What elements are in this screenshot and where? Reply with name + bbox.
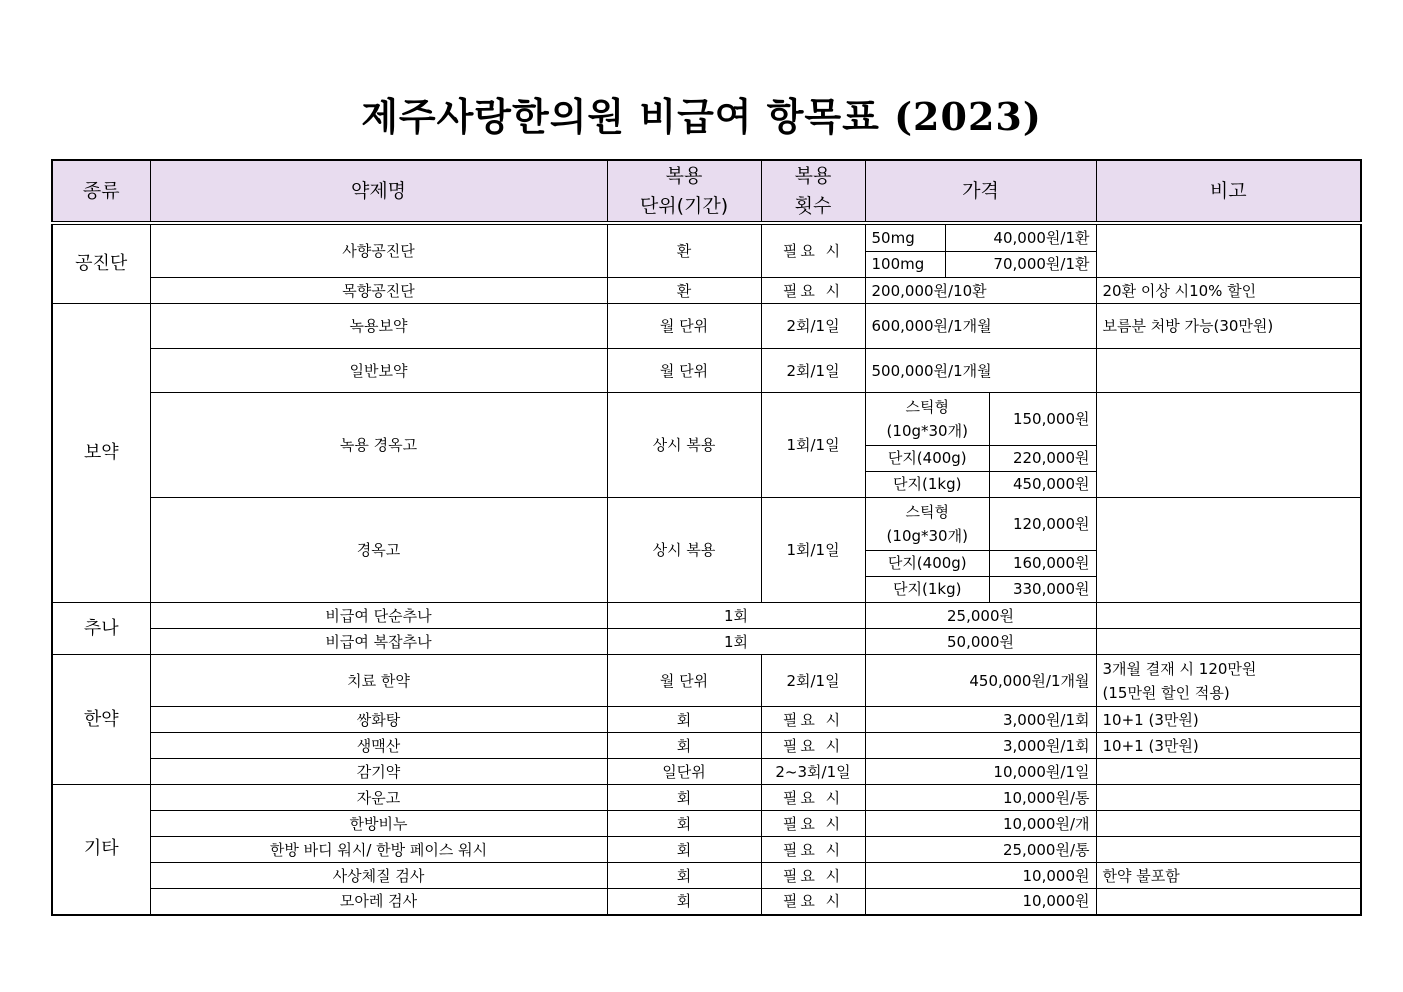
header-row [52,160,1361,223]
item-unit: 일단위 [607,759,761,785]
item-unit: 회 [607,707,761,733]
item-unit: 회 [607,811,761,837]
item-name: 한방 바디 워시/ 한방 페이스 워시 [150,837,607,863]
item-note [1096,223,1361,278]
table-row [52,733,1361,759]
option-label: 단지(1kg) [866,471,990,497]
item-note [1096,498,1361,603]
item-note: 10+1 (3만원) [1096,707,1361,733]
table-row [52,278,1361,304]
item-unit: 회 [607,863,761,889]
item-frequency: 필요 시 [761,733,865,759]
item-name: 비급여 단순추나 [150,603,607,629]
item-note: 한약 불포함 [1096,863,1361,889]
section-boyak: 보약 [52,304,150,603]
item-price: 10,000원/1일 [865,759,1096,785]
item-unit: 환 [607,278,761,304]
item-frequency: 필요 시 [761,837,865,863]
item-price: 10,000원 [865,863,1096,889]
item-unit: 회 [607,733,761,759]
table-row [52,304,1361,349]
item-name: 사상체질 검사 [150,863,607,889]
item-note [1096,603,1361,629]
item-unit: 월 단위 [607,349,761,393]
table-row [52,889,1361,915]
item-unit: 상시 복용 [607,393,761,498]
item-note: 10+1 (3만원) [1096,733,1361,759]
item-name: 녹용보약 [150,304,607,349]
option-label: 스틱형 (10g*30개) [866,498,990,550]
item-frequency: 필요 시 [761,811,865,837]
item-frequency: 1회/1일 [761,393,865,498]
item-note [1096,837,1361,863]
table-row [52,603,1361,629]
price-table [51,159,1362,916]
item-note [1096,393,1361,498]
item-name: 치료 한약 [150,655,607,707]
item-name: 일반보약 [150,349,607,393]
item-price: 50,000원 [865,629,1096,655]
item-unit: 회 [607,785,761,811]
section-etc: 기타 [52,785,150,915]
table-row [52,393,1361,498]
item-frequency: 필요 시 [761,707,865,733]
item-frequency: 필요 시 [761,863,865,889]
table-row [52,785,1361,811]
item-name: 비급여 복잡추나 [150,629,607,655]
item-price-options [865,393,1096,498]
option-price: 40,000원/1환 [946,225,1096,251]
item-unit: 월 단위 [607,304,761,349]
option-price: 330,000원 [990,576,1096,602]
item-frequency: 필요 시 [761,785,865,811]
option-price: 120,000원 [990,498,1096,550]
item-unit: 월 단위 [607,655,761,707]
option-price: 160,000원 [990,550,1096,576]
item-frequency: 1회/1일 [761,498,865,603]
option-price: 70,000원/1환 [946,251,1096,277]
item-price: 200,000원/10환 [865,278,1096,304]
item-name: 경옥고 [150,498,607,603]
item-unit: 상시 복용 [607,498,761,603]
item-note [1096,349,1361,393]
item-name: 사향공진단 [150,223,607,278]
item-frequency: 필요 시 [761,223,865,278]
table-row [52,349,1361,393]
item-price: 3,000원/1회 [865,707,1096,733]
table-row [52,759,1361,785]
header-frequency: 복용 횟수 [761,160,865,223]
table-row [52,655,1361,707]
item-name: 한방비누 [150,811,607,837]
item-name: 녹용 경옥고 [150,393,607,498]
item-note [1096,889,1361,915]
option-label: 스틱형 (10g*30개) [866,393,990,445]
item-unit: 회 [607,889,761,915]
table-row [52,707,1361,733]
table-row [52,837,1361,863]
item-price: 3,000원/1회 [865,733,1096,759]
option-label: 단지(400g) [866,445,990,471]
option-label: 단지(400g) [866,550,990,576]
section-gongjindan: 공진단 [52,223,150,304]
item-name: 자운고 [150,785,607,811]
item-price: 10,000원/통 [865,785,1096,811]
option-label: 50mg [866,225,946,251]
option-label: 단지(1kg) [866,576,990,602]
item-price-options [865,498,1096,603]
item-frequency: 2회/1일 [761,655,865,707]
table-row [52,811,1361,837]
section-chuna: 추나 [52,603,150,655]
item-frequency: 2~3회/1일 [761,759,865,785]
item-note [1096,811,1361,837]
table-row [52,498,1361,603]
item-note [1096,629,1361,655]
item-unit: 1회 [607,603,865,629]
item-price: 25,000원 [865,603,1096,629]
item-note: 3개월 결재 시 120만원 (15만원 할인 적용) [1096,655,1361,707]
table-row [52,863,1361,889]
item-frequency: 필요 시 [761,889,865,915]
page-title: 제주사랑한의원 비급여 항목표 (2023) [361,94,1042,139]
item-price-options [865,223,1096,278]
item-unit: 1회 [607,629,865,655]
header-price: 가격 [865,160,1096,223]
item-name: 쌍화탕 [150,707,607,733]
item-price: 10,000원/개 [865,811,1096,837]
item-price: 10,000원 [865,889,1096,915]
item-frequency: 2회/1일 [761,349,865,393]
item-price: 25,000원/통 [865,837,1096,863]
item-name: 생맥산 [150,733,607,759]
table-row [52,223,1361,278]
section-hanyak: 한약 [52,655,150,785]
item-price: 450,000원/1개월 [865,655,1096,707]
item-unit: 회 [607,837,761,863]
item-name: 모아레 검사 [150,889,607,915]
item-frequency: 필요 시 [761,278,865,304]
option-price: 220,000원 [990,445,1096,471]
item-name: 목향공진단 [150,278,607,304]
item-note [1096,785,1361,811]
item-name: 감기약 [150,759,607,785]
header-category: 종류 [52,160,150,223]
item-unit: 환 [607,223,761,278]
header-unit: 복용 단위(기간) [607,160,761,223]
header-note: 비고 [1096,160,1361,223]
item-price: 500,000원/1개월 [865,349,1096,393]
option-price: 450,000원 [990,471,1096,497]
item-note: 보름분 처방 가능(30만원) [1096,304,1361,349]
item-price: 600,000원/1개월 [865,304,1096,349]
option-price: 150,000원 [990,393,1096,445]
item-note: 20환 이상 시10% 할인 [1096,278,1361,304]
header-name: 약제명 [150,160,607,223]
table-row [52,629,1361,655]
item-frequency: 2회/1일 [761,304,865,349]
option-label: 100mg [866,251,946,277]
item-note [1096,759,1361,785]
